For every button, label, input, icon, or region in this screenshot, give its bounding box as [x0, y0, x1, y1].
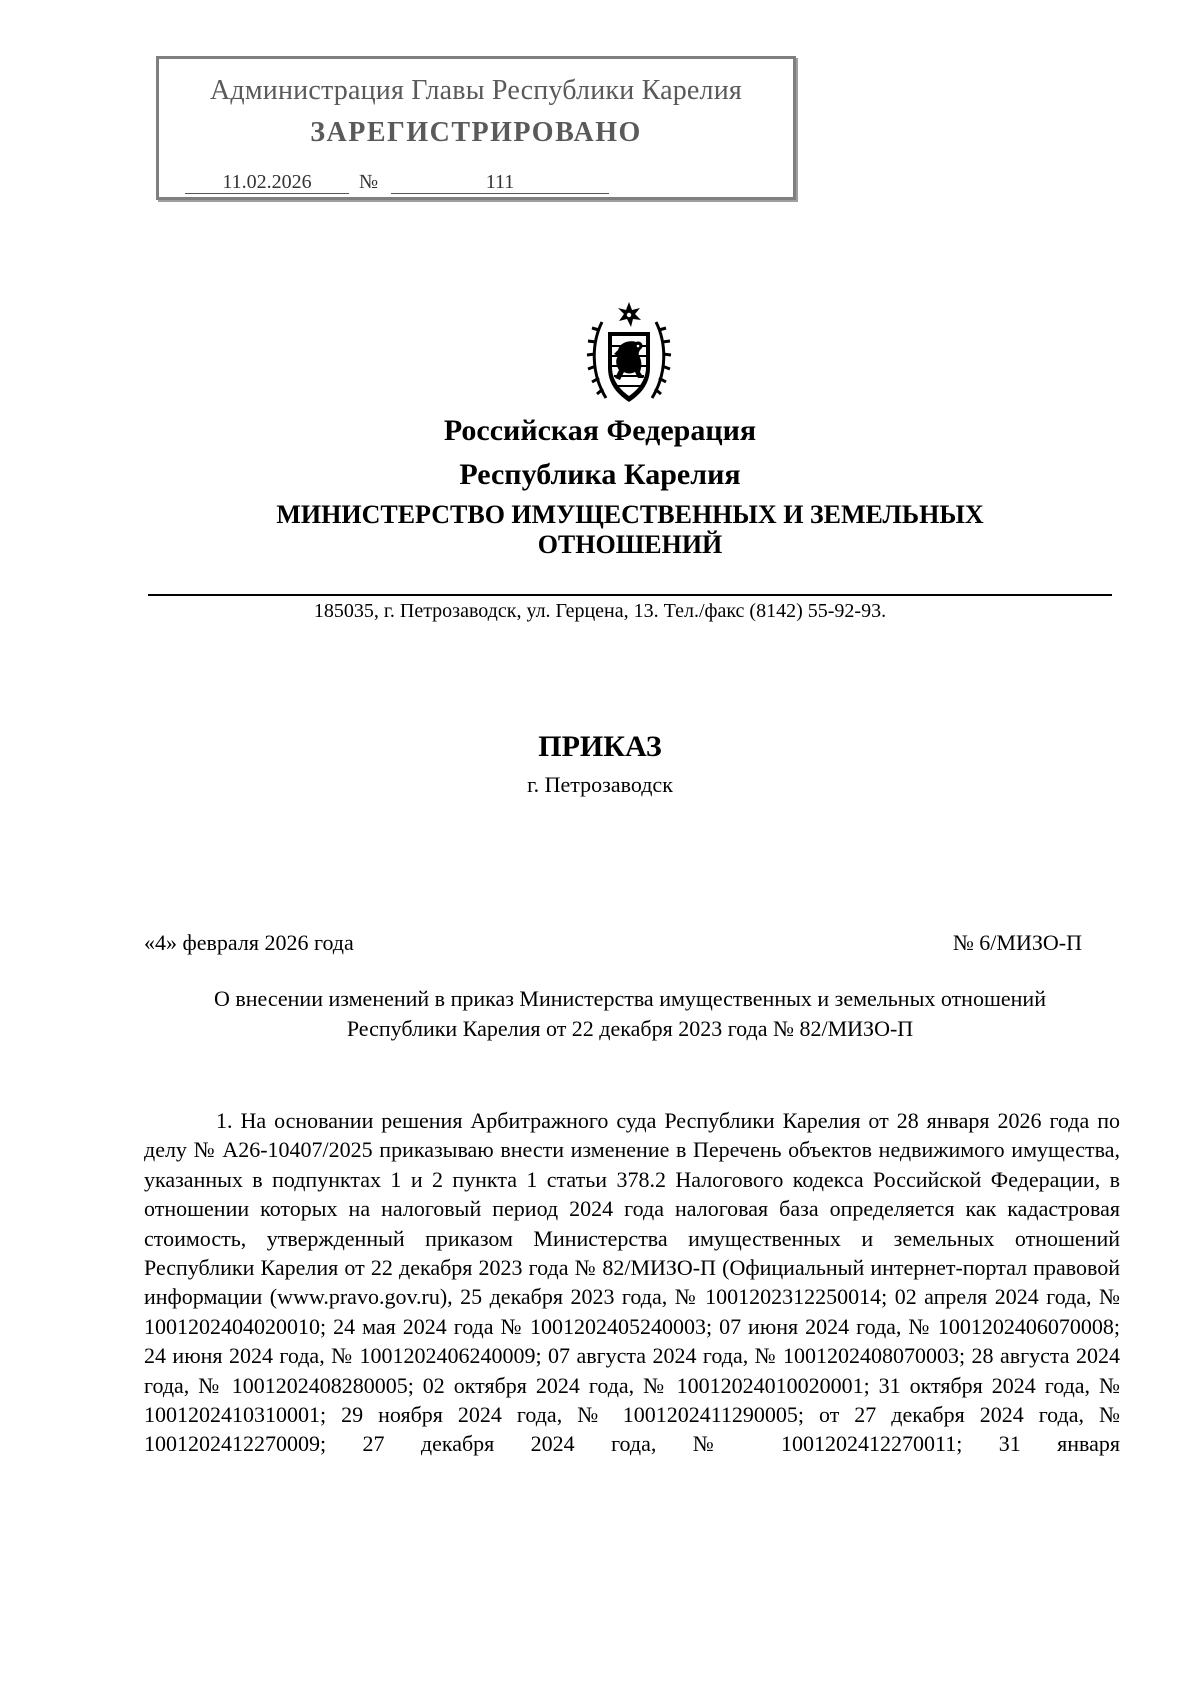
document-date: «4» февраля 2026 года: [144, 930, 354, 955]
document-type: ПРИКАЗ: [538, 730, 662, 763]
stamp-organization: Администрация Главы Республики Карелия: [210, 75, 742, 106]
country-title: Российская Федерация: [443, 414, 757, 447]
registration-stamp: [156, 56, 796, 200]
ministry-address: 185035, г. Петрозаводск, ул. Герцена, 13. Тел./факс (8142) 55-92-93.: [313, 600, 887, 622]
stamp-date: 11.02.2026: [185, 171, 349, 194]
karelia-coat-of-arms-icon: [584, 302, 674, 408]
stamp-number: 111: [391, 171, 609, 194]
stamp-number-sign: №: [359, 171, 379, 193]
document-subject: О внесении изменений в приказ Министерства имущественных и земельных отношений Республики Карелия от 22 декабря 2023 года № 82/МИЗО-П: [214, 986, 1046, 1041]
document-number: № 6/МИЗО-П: [952, 930, 1082, 955]
ministry-title: [230, 500, 1030, 560]
region-title: Республика Карелия: [459, 458, 741, 491]
document-body-paragraph: 1. На основании решения Арбитражного суда Республики Карелия от 28 января 2026 года по делу № А26-10407/2025 приказываю внести изменение в Перечень объектов недвижимого имущества, указанных в подпунктах 1 и 2 пункта 1 статьи 378.2 Налогового кодекса Российской Федерации, в отношении которых на налоговый период 2024 года налоговая база определяется как кадастровая стоимость, утвержденный приказом Министерства имущественных и земельных отношений Республики Карелия от 22 декабря 2023 года № 82/МИЗО-П (Официальный интернет-портал правовой информации (www.pravo.gov.ru), 25 декабря 2023 года, № 1001202312250014; 02 апреля 2024 года, № 1001202404020010; 24 мая 2024 года № 1001202405240003; 07 июня 2024 года, № 1001202406070008; 24 июня 2024 года, № 1001202406240009; 07 августа 2024 года, № 1001202408070003; 28 августа 2024 года, № 1001202408280005; 02 октября 2024 года, № 10012024010020001; 31 октября 2024 года, № 1001202410310001; 29 ноября 2024 года, № 1001202411290005; от 27 декабря 2024 года, № 1001202412270009; 27 декабря 2024 года, № 1001202412270011; 31 января: [144, 1108, 1120, 1457]
ministry-title-text: МИНИСТЕРСТВО ИМУЩЕСТВЕННЫХ И ЗЕМЕЛЬНЫХ ОТНОШЕНИЙ: [276, 500, 984, 559]
header-divider: [148, 594, 1112, 596]
stamp-registered-label: ЗАРЕГИСТРИРОВАНО: [310, 117, 642, 148]
document-city: г. Петрозаводск: [527, 772, 673, 797]
